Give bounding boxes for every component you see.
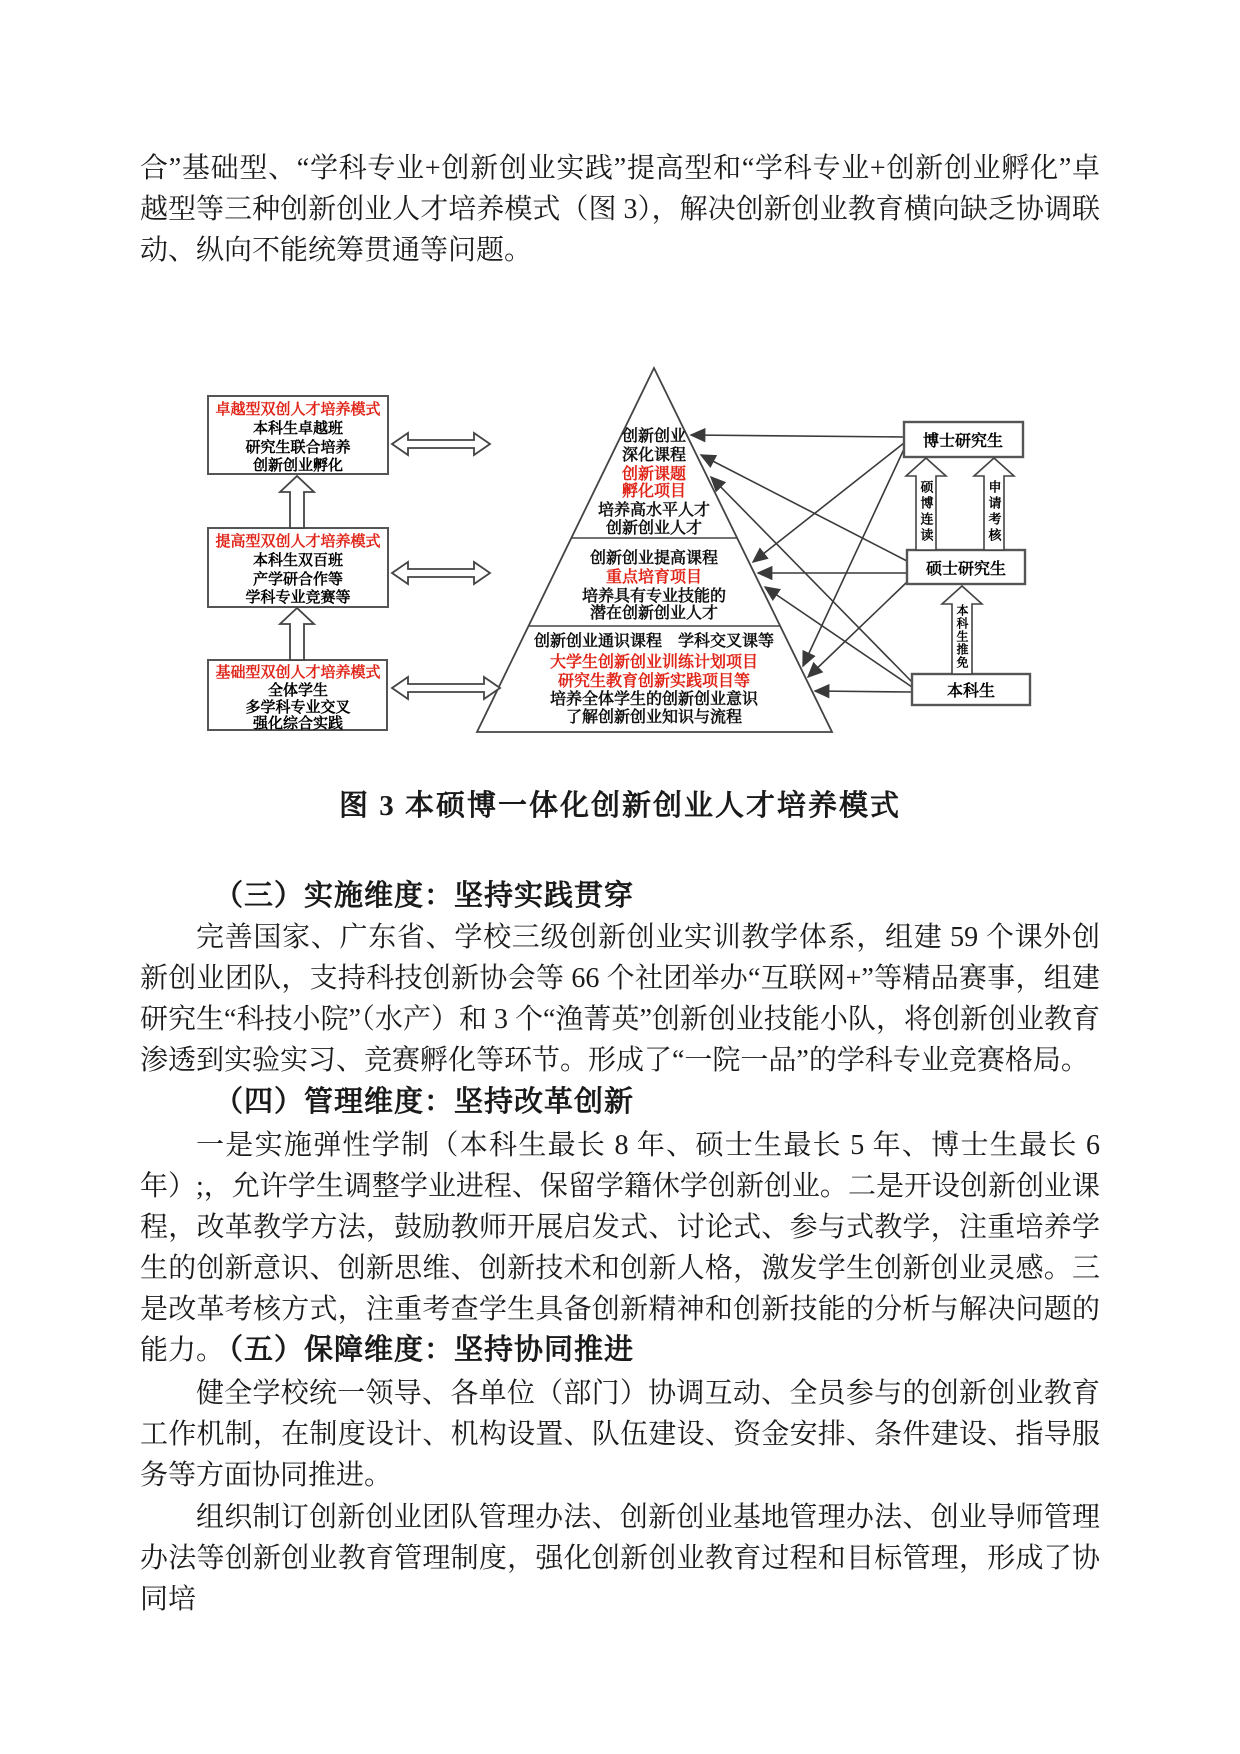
master-doctoral-arrow-label: 硕博连读 — [918, 480, 934, 544]
double-arrows — [392, 433, 500, 699]
excellence-mode-line3: 创新创业孵化 — [252, 457, 344, 474]
section-heading-3: （三）实施维度：坚持实践贯穿 — [214, 880, 635, 912]
double-arrow-icon — [392, 433, 490, 455]
double-arrow-icon — [392, 677, 500, 699]
tier3-line3: 研究生教育创新实践项目等 — [557, 673, 751, 690]
double-arrow-icon — [392, 562, 490, 584]
advanced-mode-title: 提高型双创人才培养模式 — [215, 533, 381, 550]
tier3-line4: 培养全体学生的创新创业意识 — [549, 691, 759, 708]
tier2-line3: 培养具有专业技能的 — [581, 588, 727, 605]
pyramid — [477, 368, 832, 732]
tier2-line1: 创新创业提高课程 — [589, 550, 719, 567]
tier2-line4: 潜在创新创业人才 — [589, 605, 719, 622]
right-boxes — [904, 422, 1030, 705]
up-arrow-icon — [280, 476, 314, 528]
basic-mode-line2: 多学科专业交叉 — [245, 699, 351, 716]
tier3-line5: 了解创新创业知识与流程 — [565, 709, 743, 726]
doctoral-box-label: 博士研究生 — [922, 433, 1004, 450]
tier1-line5: 培养高水平人才 — [597, 502, 711, 519]
tier1-line3: 创新课题 — [621, 466, 687, 483]
excellence-mode-title: 卓越型双创人才培养模式 — [215, 401, 381, 418]
up-arrow-icon — [280, 608, 314, 660]
tier2-line2: 重点培育项目 — [605, 569, 703, 586]
tier1-line4: 孵化项目 — [621, 483, 687, 500]
excellence-mode-line1: 本科生卓越班 — [252, 420, 344, 437]
arrow-doctoral-tier1 — [691, 435, 904, 437]
master-box-label: 硕士研究生 — [925, 561, 1007, 578]
basic-mode-line3: 强化综合实践 — [252, 715, 344, 732]
left-boxes — [208, 396, 388, 732]
section-3-paragraph: 完善国家、广东省、学校三级创新创业实训教学体系，组建 59 个课外创新创业团队，支持科技创新协会等 66 个社团举办“互联网+”等精品赛事，组建研究生“科技小院”（水产）和 3 个“渔菁英”创新创业技能小队，将创新创业教育渗透到实验实习、竞赛孵化等环节。形成了“一院一品”的学科专业竞赛格局。 — [140, 922, 1100, 1076]
section-heading-5: （五）保障维度：坚持协同推进 — [214, 1334, 635, 1366]
figure-caption: 图 3 本硕博一体化创新创业人才培养模式 — [338, 790, 901, 822]
section-4-paragraph: 一是实施弹性学制（本科生最长 8 年、硕士生最长 5 年、博士生最长 6 年）;，允许学生调整学业进程、保留学籍休学创新创业。二是开设创新创业课程，改革教学方法，鼓励教师开展启发式、讨论式、参与式教学，注重培养学生的创新意识、创新思维、创新技术和创新人格，激发学生创新创业灵感。三是改革考核方式，注重考查学生具备创新精神和创新技能的分析与解决问题的能力。 — [140, 1130, 1100, 1366]
intro-paragraph: 合”基础型、“学科专业+创新创业实践”提高型和“学科专业+创新创业孵化”卓越型等三种创新创业人才培养模式（图 3），解决创新创业教育横向缺乏协调联动、纵向不能统筹贯通等问题。 — [140, 153, 1100, 266]
tier1-line2: 深化课程 — [621, 447, 687, 464]
arrow-doctoral-tier2 — [753, 443, 904, 562]
section-heading-4: （四）管理维度：坚持改革创新 — [214, 1086, 635, 1118]
tier1-line6: 创新创业人才 — [605, 520, 703, 537]
apply-assess-arrow-label: 申请考核 — [986, 480, 1002, 544]
basic-mode-title: 基础型双创人才培养模式 — [215, 664, 381, 681]
bachelor-exempt-arrow-label: 本科生推免 — [955, 604, 969, 669]
tier3-line1: 创新创业通识课程 学科交叉课等 — [533, 633, 775, 650]
advanced-mode-line3: 学科专业竞赛等 — [245, 589, 351, 606]
section-5-paragraph-2: 组织制订创新创业团队管理办法、创新创业基地管理办法、创业导师管理办法等创新创业教育管理制度，强化创新创业教育过程和目标管理，形成了协同培 — [140, 1502, 1100, 1615]
basic-mode-line1: 全体学生 — [267, 682, 329, 699]
figure-3-svg — [170, 330, 1070, 770]
arrow-bachelor-tier3 — [815, 691, 912, 692]
excellence-mode-line2: 研究生联合培养 — [245, 439, 351, 456]
tier3-line2: 大学生创新创业训练计划项目 — [549, 654, 759, 671]
advanced-mode-line2: 产学研合作等 — [252, 571, 344, 588]
section-5-paragraph-1: 健全学校统一领导、各单位（部门）协调互动、全员参与的创新创业教育工作机制，在制度设计、机构设置、队伍建设、资金安排、条件建设、指导服务等方面协同推进。 — [140, 1378, 1100, 1491]
figure-3-diagram — [170, 330, 1070, 770]
tier1-line1: 创新创业 — [621, 428, 687, 445]
bachelor-box-label: 本科生 — [946, 683, 996, 700]
advanced-mode-line1: 本科生双百班 — [252, 552, 344, 569]
